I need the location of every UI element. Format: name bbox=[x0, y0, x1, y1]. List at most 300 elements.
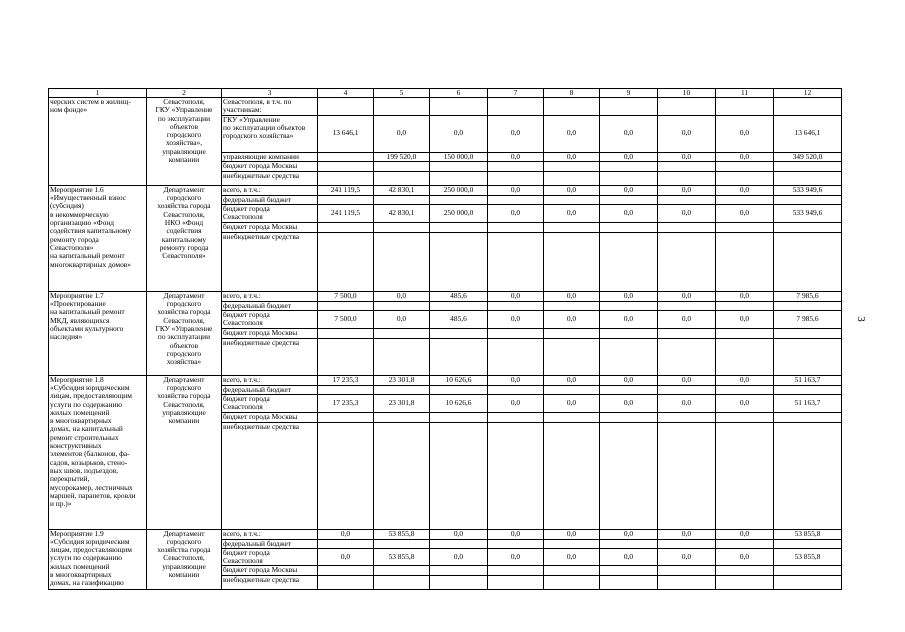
amount-cell bbox=[774, 576, 842, 590]
header-cell: 4 bbox=[318, 89, 374, 98]
activity-name-line: «Проектирование bbox=[50, 299, 106, 309]
amount-cell bbox=[374, 422, 430, 529]
amount-cell: 0,0 bbox=[544, 529, 600, 539]
amount-cell: 241 119,5 bbox=[318, 185, 374, 195]
funding-source-line: городского хозяйства» bbox=[223, 131, 294, 141]
amount-cell: 17 235,3 bbox=[318, 394, 374, 412]
activity-name-line: объектами культурного bbox=[50, 323, 124, 333]
amount-cell bbox=[488, 98, 544, 116]
amount-cell bbox=[430, 301, 488, 310]
amount-cell bbox=[374, 412, 430, 422]
amount-cell bbox=[374, 566, 430, 576]
amount-cell bbox=[774, 195, 842, 204]
amount-cell bbox=[544, 161, 600, 171]
amount-cell: 485,6 bbox=[430, 291, 488, 301]
amount-cell bbox=[716, 301, 774, 310]
amount-cell bbox=[544, 338, 600, 375]
amount-cell: 0,0 bbox=[544, 205, 600, 223]
executor-line: по эксплуатации bbox=[157, 332, 211, 342]
executor-line: управляющие bbox=[162, 146, 206, 156]
amount-cell bbox=[488, 232, 544, 291]
amount-cell: 0,0 bbox=[544, 185, 600, 195]
funding-source-cell bbox=[222, 394, 318, 412]
amount-cell: 0,0 bbox=[600, 375, 658, 385]
activity-name-line: Мероприятие 1.6 bbox=[50, 185, 104, 194]
amount-cell: 7 985,6 bbox=[774, 311, 842, 329]
amount-cell bbox=[658, 98, 716, 116]
amount-cell bbox=[374, 576, 430, 590]
amount-cell bbox=[774, 385, 842, 394]
amount-cell: 0,0 bbox=[544, 375, 600, 385]
amount-cell: 0,0 bbox=[488, 205, 544, 223]
funding-source-line: внебюджетные средства bbox=[223, 422, 300, 431]
amount-cell: 0,0 bbox=[658, 185, 716, 195]
activity-name-line: Севастополя» bbox=[50, 242, 94, 252]
amount-cell bbox=[658, 338, 716, 375]
amount-cell: 0,0 bbox=[716, 394, 774, 412]
executor-line: хозяйства», bbox=[165, 138, 203, 148]
amount-cell: 17 235,3 bbox=[318, 375, 374, 385]
executor-line: управляющие bbox=[162, 561, 206, 571]
amount-cell bbox=[488, 576, 544, 590]
amount-cell: 10 626,6 bbox=[430, 375, 488, 385]
activity-name-line: МКД, являющихся bbox=[50, 315, 110, 325]
amount-cell bbox=[716, 412, 774, 422]
amount-cell bbox=[658, 222, 716, 232]
amount-cell: 7 500,0 bbox=[318, 291, 374, 301]
table-row bbox=[49, 291, 842, 301]
amount-cell bbox=[658, 385, 716, 394]
amount-cell: 0,0 bbox=[600, 311, 658, 329]
funding-source-line: бюджет города bbox=[223, 204, 270, 214]
table-row bbox=[49, 185, 842, 195]
executor-line: Департамент bbox=[163, 529, 205, 538]
funding-source-cell bbox=[222, 171, 318, 185]
activity-name-line: конструктивных bbox=[50, 441, 102, 451]
amount-cell bbox=[658, 195, 716, 204]
header-cell: 10 bbox=[658, 89, 716, 98]
amount-cell bbox=[318, 328, 374, 338]
activity-name-line: ремонту города bbox=[50, 234, 99, 244]
amount-cell: 13 646,1 bbox=[774, 115, 842, 152]
amount-cell: 0,0 bbox=[488, 529, 544, 539]
amount-cell: 0,0 bbox=[658, 115, 716, 152]
amount-cell bbox=[488, 566, 544, 576]
amount-cell bbox=[318, 338, 374, 375]
amount-cell bbox=[774, 412, 842, 422]
amount-cell: 0,0 bbox=[716, 548, 774, 566]
amount-cell: 0,0 bbox=[600, 548, 658, 566]
header-cell: 12 bbox=[774, 89, 842, 98]
activity-name-line: наследия» bbox=[50, 332, 83, 342]
executor-line: Департамент bbox=[163, 291, 205, 300]
funding-source-line: по эксплуатации объектов bbox=[223, 122, 306, 132]
amount-cell: 199 520,0 bbox=[374, 152, 430, 161]
funding-source-line: бюджет города Москвы bbox=[223, 161, 298, 170]
amount-cell bbox=[488, 222, 544, 232]
amount-cell bbox=[774, 539, 842, 548]
amount-cell bbox=[716, 222, 774, 232]
funding-source-cell bbox=[222, 311, 318, 329]
executor-line: Севастополя, bbox=[163, 399, 205, 409]
amount-cell bbox=[658, 171, 716, 185]
activity-name-line: Мероприятие 1.7 bbox=[50, 291, 104, 300]
header-cell: 7 bbox=[488, 89, 544, 98]
funding-source-cell bbox=[222, 328, 318, 338]
amount-cell bbox=[374, 539, 430, 548]
amount-cell bbox=[544, 171, 600, 185]
table-row bbox=[49, 98, 842, 116]
amount-cell: 0,0 bbox=[488, 548, 544, 566]
executor-line: Департамент bbox=[163, 375, 205, 384]
amount-cell: 0,0 bbox=[600, 394, 658, 412]
funding-source-cell bbox=[222, 385, 318, 394]
amount-cell bbox=[600, 566, 658, 576]
amount-cell: 0,0 bbox=[488, 375, 544, 385]
header-cell: 3 bbox=[222, 89, 318, 98]
activity-name-line: жилых помещений bbox=[50, 407, 110, 417]
amount-cell: 0,0 bbox=[716, 152, 774, 161]
amount-cell: 23 301,8 bbox=[374, 394, 430, 412]
activity-name-line: в некоммерческую bbox=[50, 209, 109, 219]
amount-cell bbox=[600, 301, 658, 310]
executor-line: НКО «Фонд bbox=[164, 218, 204, 228]
amount-cell: 250 000,0 bbox=[430, 205, 488, 223]
activity-name-line: садов, козырьков, стено- bbox=[50, 457, 128, 467]
amount-cell bbox=[430, 222, 488, 232]
amount-cell bbox=[374, 328, 430, 338]
executor-cell bbox=[147, 291, 222, 375]
budget-table bbox=[48, 88, 842, 590]
executor-line: компании bbox=[168, 416, 200, 426]
amount-cell bbox=[544, 385, 600, 394]
executor-line: ремонту города bbox=[159, 242, 209, 252]
amount-cell bbox=[600, 195, 658, 204]
amount-cell: 42 830,1 bbox=[374, 185, 430, 195]
amount-cell bbox=[716, 576, 774, 590]
amount-cell: 0,0 bbox=[318, 529, 374, 539]
page-number: 3 bbox=[854, 316, 867, 322]
funding-source-line: внебюджетные средства bbox=[223, 171, 300, 180]
amount-cell: 0,0 bbox=[658, 548, 716, 566]
amount-cell: 241 119,5 bbox=[318, 205, 374, 223]
amount-cell bbox=[774, 422, 842, 529]
amount-cell bbox=[374, 385, 430, 394]
activity-name-cell bbox=[49, 529, 147, 590]
amount-cell: 0,0 bbox=[716, 185, 774, 195]
amount-cell bbox=[716, 98, 774, 116]
activity-name-line: Мероприятие 1.8 bbox=[50, 375, 104, 384]
funding-source-cell bbox=[222, 205, 318, 223]
amount-cell bbox=[658, 301, 716, 310]
executor-line: Севастополя, bbox=[163, 553, 205, 563]
activity-name-line: в многоквартирных bbox=[50, 416, 112, 426]
activity-name-cell bbox=[49, 375, 147, 529]
table-header bbox=[49, 89, 842, 98]
activity-name-line: мусорокамер, лестничных bbox=[50, 482, 133, 492]
amount-cell: 0,0 bbox=[374, 115, 430, 152]
amount-cell bbox=[374, 222, 430, 232]
amount-cell bbox=[774, 338, 842, 375]
amount-cell bbox=[658, 566, 716, 576]
funding-source-cell bbox=[222, 232, 318, 291]
header-row bbox=[49, 89, 842, 98]
amount-cell bbox=[374, 161, 430, 171]
amount-cell bbox=[318, 539, 374, 548]
executor-line: капитальному bbox=[161, 234, 207, 244]
amount-cell bbox=[600, 385, 658, 394]
amount-cell: 51 163,7 bbox=[774, 375, 842, 385]
amount-cell: 0,0 bbox=[658, 205, 716, 223]
executor-line: объектов bbox=[169, 121, 199, 131]
amount-cell bbox=[488, 161, 544, 171]
amount-cell bbox=[488, 195, 544, 204]
funding-source-cell bbox=[222, 375, 318, 385]
amount-cell: 53 855,8 bbox=[774, 548, 842, 566]
amount-cell: 0,0 bbox=[658, 152, 716, 161]
header-cell: 8 bbox=[544, 89, 600, 98]
amount-cell bbox=[716, 195, 774, 204]
amount-cell bbox=[774, 161, 842, 171]
table-body bbox=[49, 98, 842, 590]
header-cell: 2 bbox=[147, 89, 222, 98]
amount-cell: 0,0 bbox=[658, 311, 716, 329]
amount-cell: 533 949,6 bbox=[774, 205, 842, 223]
amount-cell bbox=[600, 222, 658, 232]
amount-cell bbox=[430, 232, 488, 291]
funding-source-line: бюджет города Москвы bbox=[223, 222, 298, 231]
funding-source-cell bbox=[222, 539, 318, 548]
executor-line: городского bbox=[166, 193, 202, 203]
executor-line: ГКУ «Управление bbox=[155, 105, 213, 115]
executor-line: хозяйства города bbox=[157, 391, 211, 401]
funding-source-cell bbox=[222, 185, 318, 195]
executor-line: городского bbox=[166, 130, 202, 140]
activity-name-line: многоквартирных домов» bbox=[50, 259, 131, 269]
activity-name-line: домах, на капитальный bbox=[50, 424, 123, 434]
amount-cell bbox=[318, 566, 374, 576]
amount-cell bbox=[544, 539, 600, 548]
amount-cell bbox=[430, 98, 488, 116]
amount-cell: 53 855,8 bbox=[374, 529, 430, 539]
activity-name-line: содействия капитальному bbox=[50, 226, 132, 236]
activity-name-cell bbox=[49, 185, 147, 291]
funding-source-line: федеральный бюджет bbox=[223, 385, 292, 394]
amount-cell bbox=[430, 566, 488, 576]
activity-name-line: «Субсидия юридическим bbox=[50, 536, 130, 546]
amount-cell: 0,0 bbox=[544, 548, 600, 566]
amount-cell: 0,0 bbox=[488, 394, 544, 412]
amount-cell bbox=[774, 98, 842, 116]
amount-cell: 0,0 bbox=[716, 311, 774, 329]
amount-cell: 0,0 bbox=[544, 291, 600, 301]
executor-line: Севастополя, bbox=[163, 209, 205, 219]
amount-cell bbox=[544, 576, 600, 590]
amount-cell: 0,0 bbox=[716, 115, 774, 152]
amount-cell: 0,0 bbox=[430, 115, 488, 152]
amount-cell bbox=[488, 301, 544, 310]
executor-line: содействия bbox=[166, 226, 202, 236]
amount-cell bbox=[544, 422, 600, 529]
amount-cell bbox=[488, 412, 544, 422]
amount-cell: 23 301,8 bbox=[374, 375, 430, 385]
executor-line: Севастополя, bbox=[163, 97, 205, 106]
amount-cell: 0,0 bbox=[600, 115, 658, 152]
amount-cell bbox=[430, 539, 488, 548]
activity-name-line: на капитальный ремонт bbox=[50, 307, 125, 317]
amount-cell bbox=[774, 171, 842, 185]
funding-source-cell bbox=[222, 222, 318, 232]
amount-cell bbox=[430, 161, 488, 171]
amount-cell: 0,0 bbox=[544, 311, 600, 329]
funding-source-line: Севастополя bbox=[223, 402, 263, 412]
amount-cell bbox=[658, 422, 716, 529]
funding-source-line: Севастополя bbox=[223, 212, 263, 222]
executor-line: объектов bbox=[169, 340, 199, 350]
activity-name-line: домах, на газификацию bbox=[50, 578, 124, 588]
amount-cell bbox=[544, 195, 600, 204]
executor-cell bbox=[147, 375, 222, 529]
amount-cell bbox=[600, 338, 658, 375]
executor-line: городского bbox=[166, 536, 202, 546]
amount-cell: 7 500,0 bbox=[318, 311, 374, 329]
amount-cell bbox=[716, 338, 774, 375]
amount-cell: 0,0 bbox=[544, 152, 600, 161]
activity-name-line: организацию «Фонд bbox=[50, 218, 115, 228]
amount-cell bbox=[430, 385, 488, 394]
amount-cell bbox=[716, 385, 774, 394]
amount-cell: 0,0 bbox=[658, 291, 716, 301]
funding-source-line: бюджет города bbox=[223, 394, 270, 403]
funding-source-cell bbox=[222, 548, 318, 566]
amount-cell bbox=[374, 301, 430, 310]
header-cell: 5 bbox=[374, 89, 430, 98]
activity-name-line: на капитальный ремонт bbox=[50, 251, 125, 261]
amount-cell: 7 985,6 bbox=[774, 291, 842, 301]
amount-cell bbox=[488, 385, 544, 394]
amount-cell: 0,0 bbox=[374, 311, 430, 329]
amount-cell bbox=[716, 328, 774, 338]
amount-cell bbox=[658, 539, 716, 548]
funding-source-line: бюджет города Москвы bbox=[223, 412, 298, 421]
funding-source-cell bbox=[222, 301, 318, 310]
header-cell: 9 bbox=[600, 89, 658, 98]
funding-source-line: внебюджетные средства bbox=[223, 338, 300, 347]
amount-cell: 0,0 bbox=[658, 529, 716, 539]
amount-cell: 0,0 bbox=[544, 115, 600, 152]
amount-cell bbox=[600, 412, 658, 422]
activity-name-line: «Имущественный взнос bbox=[50, 193, 126, 203]
amount-cell: 250 000,0 bbox=[430, 185, 488, 195]
amount-cell: 42 830,1 bbox=[374, 205, 430, 223]
amount-cell bbox=[544, 232, 600, 291]
amount-cell: 485,6 bbox=[430, 311, 488, 329]
amount-cell: 150 000,0 bbox=[430, 152, 488, 161]
amount-cell bbox=[658, 576, 716, 590]
executor-line: Департамент bbox=[163, 185, 205, 194]
funding-source-line: ГКУ «Управление bbox=[223, 115, 280, 124]
amount-cell bbox=[544, 412, 600, 422]
amount-cell bbox=[374, 195, 430, 204]
amount-cell bbox=[318, 412, 374, 422]
amount-cell bbox=[774, 301, 842, 310]
amount-cell bbox=[716, 232, 774, 291]
amount-cell bbox=[600, 171, 658, 185]
amount-cell bbox=[658, 328, 716, 338]
executor-line: городского bbox=[166, 382, 202, 392]
funding-source-line: управляющие компании bbox=[223, 152, 299, 161]
amount-cell: 0,0 bbox=[658, 375, 716, 385]
amount-cell: 0,0 bbox=[488, 115, 544, 152]
amount-cell bbox=[374, 98, 430, 116]
funding-source-line: всего, в т.ч.: bbox=[223, 529, 261, 538]
amount-cell bbox=[774, 232, 842, 291]
amount-cell bbox=[430, 195, 488, 204]
funding-source-line: бюджет города bbox=[223, 310, 270, 320]
amount-cell bbox=[716, 422, 774, 529]
amount-cell bbox=[658, 232, 716, 291]
amount-cell: 51 163,7 bbox=[774, 394, 842, 412]
amount-cell: 0,0 bbox=[430, 529, 488, 539]
amount-cell bbox=[600, 422, 658, 529]
amount-cell bbox=[318, 222, 374, 232]
funding-source-line: Севастополя bbox=[223, 556, 263, 566]
document-page bbox=[48, 88, 842, 590]
amount-cell bbox=[716, 539, 774, 548]
amount-cell: 0,0 bbox=[488, 291, 544, 301]
amount-cell bbox=[544, 98, 600, 116]
funding-source-cell bbox=[222, 161, 318, 171]
amount-cell bbox=[430, 422, 488, 529]
funding-source-cell bbox=[222, 338, 318, 375]
amount-cell bbox=[658, 161, 716, 171]
amount-cell bbox=[600, 161, 658, 171]
amount-cell: 53 855,8 bbox=[774, 529, 842, 539]
funding-source-cell bbox=[222, 115, 318, 152]
amount-cell bbox=[374, 338, 430, 375]
funding-source-line: федеральный бюджет bbox=[223, 301, 292, 310]
activity-name-line: жилых помещений bbox=[50, 561, 110, 571]
amount-cell bbox=[318, 195, 374, 204]
amount-cell bbox=[600, 539, 658, 548]
activity-name-line: перекрытий, bbox=[50, 474, 90, 484]
funding-source-cell bbox=[222, 422, 318, 529]
funding-source-cell bbox=[222, 291, 318, 301]
amount-cell: 53 855,8 bbox=[374, 548, 430, 566]
amount-cell bbox=[318, 98, 374, 116]
amount-cell: 0,0 bbox=[488, 185, 544, 195]
funding-source-line: бюджет города bbox=[223, 548, 270, 557]
amount-cell: 0,0 bbox=[488, 152, 544, 161]
funding-source-line: бюджет города Москвы bbox=[223, 328, 298, 337]
executor-line: компании bbox=[168, 570, 200, 580]
activity-name-line: ремонт строительных bbox=[50, 432, 119, 442]
amount-cell: 13 646,1 bbox=[318, 115, 374, 152]
amount-cell bbox=[716, 161, 774, 171]
funding-source-line: федеральный бюджет bbox=[223, 195, 292, 204]
funding-source-line: внебюджетные средства bbox=[223, 232, 300, 241]
executor-cell bbox=[147, 98, 222, 186]
amount-cell: 0,0 bbox=[318, 548, 374, 566]
amount-cell bbox=[488, 338, 544, 375]
funding-source-cell bbox=[222, 576, 318, 590]
executor-cell bbox=[147, 529, 222, 590]
executor-cell bbox=[147, 185, 222, 291]
funding-source-line: бюджет города Москвы bbox=[223, 565, 298, 575]
amount-cell bbox=[544, 328, 600, 338]
activity-name-line: элементов (балконов, фа- bbox=[50, 449, 130, 459]
activity-name-line: (субсидия) bbox=[50, 201, 84, 211]
